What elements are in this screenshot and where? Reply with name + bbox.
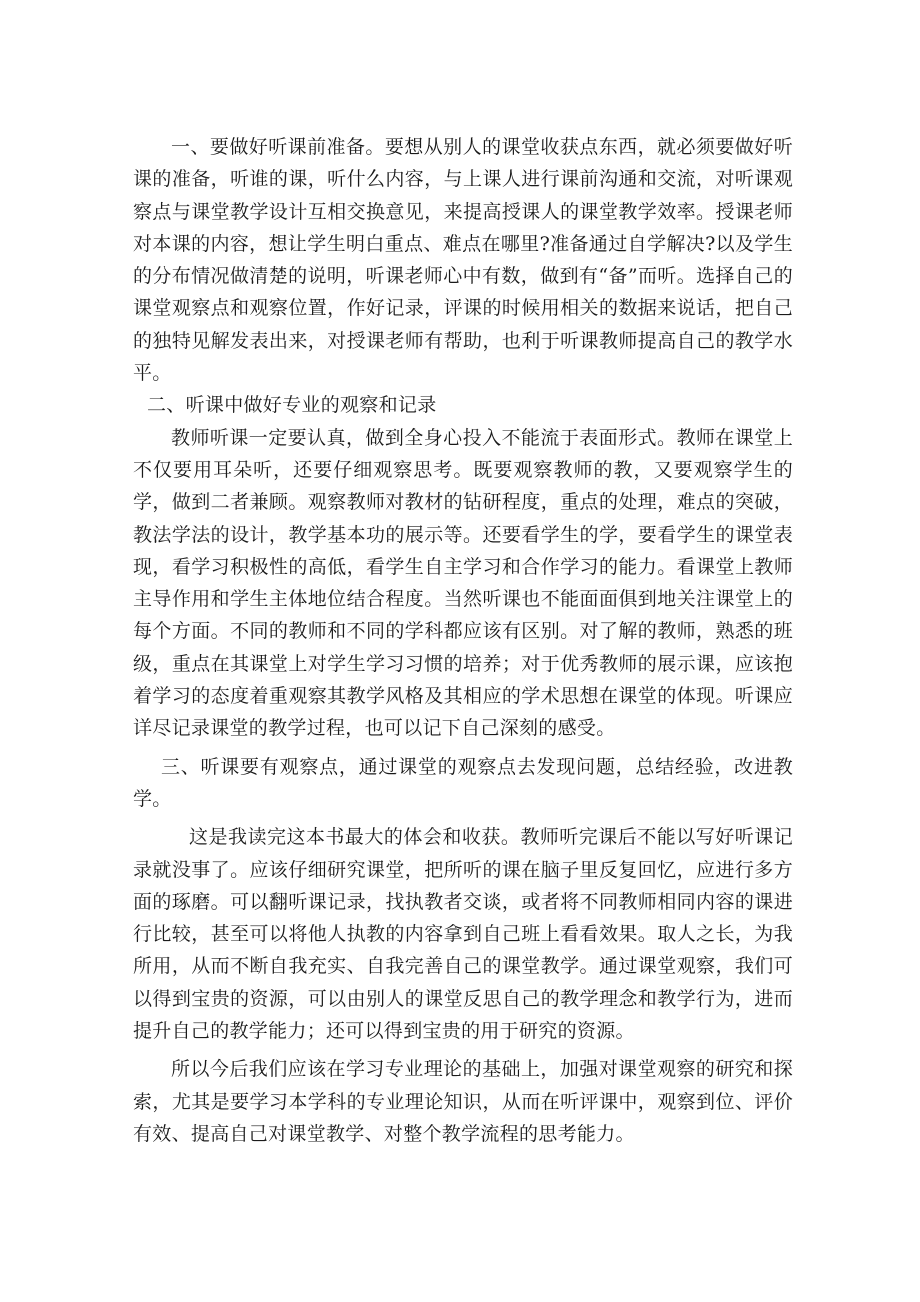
- section-three-heading: 三、听课要有观察点，通过课堂的观察点去发现问题，总结经验，改进教学。: [133, 755, 793, 810]
- document-body: [133, 131, 793, 1150]
- section-two-paragraph: 教师听课一定要认真，做到全身心投入不能流于表面形式。教师在课堂上不仅要用耳朵听，还要仔细观察思考。既要观察教师的教，又要观察学生的学，做到二者兼顾。观察教师对教材的钻研程度，重点的处理，难点的突破，教法学法的设计，教学基本功的展示等。还要看学生的学，要看学生的课堂表现，看学习积极性的高低，看学生自主学习和合作学习的能力。看课堂上教师主导作用和学生主体地位结合程度。当然听课也不能面面俱到地关注课堂上的每个方面。不同的教师和不同的学科都应该有区别。对了解的教师，熟悉的班级，重点在其课堂上对学生学习习惯的培养；对于优秀教师的展示课，应该抱着学习的态度着重观察其教学风格及其相应的学术思想在课堂的体现。听课应详尽记录课堂的教学过程，也可以记下自己深刻的感受。: [133, 426, 793, 740]
- section-two-heading: 二、听课中做好专业的观察和记录: [147, 394, 437, 417]
- section-one-paragraph: 一、要做好听课前准备。要想从别人的课堂收获点东西，就必须要做好听课的准备，听谁的课，听什么内容，与上课人进行课前沟通和交流，对听课观察点与课堂教学设计互相交换意见，来提高授课人的课堂教学效率。授课老师对本课的内容，想让学生明白重点、难点在哪里?准备通过自学解决?以及学生的分布情况做清楚的说明，听课老师心中有数，做到有“备”而听。选择自己的课堂观察点和观察位置，作好记录，评课的时候用相关的数据来说话，把自己的独特见解发表出来，对授课老师有帮助，也利于听课教师提高自己的教学水平。: [133, 136, 793, 385]
- section-three-paragraph: 这是我读完这本书最大的体会和收获。教师听完课后不能以写好听课记录就没事了。应该仔细研究课堂，把所听的课在脑子里反复回忆，应进行多方面的琢磨。可以翻听课记录，找执教者交谈，或者将不同教师相同内容的课进行比较，甚至可以将他人执教的内容拿到自己班上看看效果。取人之长，为我所用，从而不断自我充实、自我完善自己的课堂教学。通过课堂观察，我们可以得到宝贵的资源，可以由别人的课堂反思自己的教学理念和教学行为，进而提升自己的教学能力；还可以得到宝贵的用于研究的资源。: [133, 826, 793, 1043]
- conclusion-paragraph: 所以今后我们应该在学习专业理论的基础上，加强对课堂观察的研究和探索，尤其是要学习本学科的专业理论知识，从而在听评课中，观察到位、评价有效、提高自己对课堂教学、对整个教学流程的思考能力。: [133, 1058, 793, 1145]
